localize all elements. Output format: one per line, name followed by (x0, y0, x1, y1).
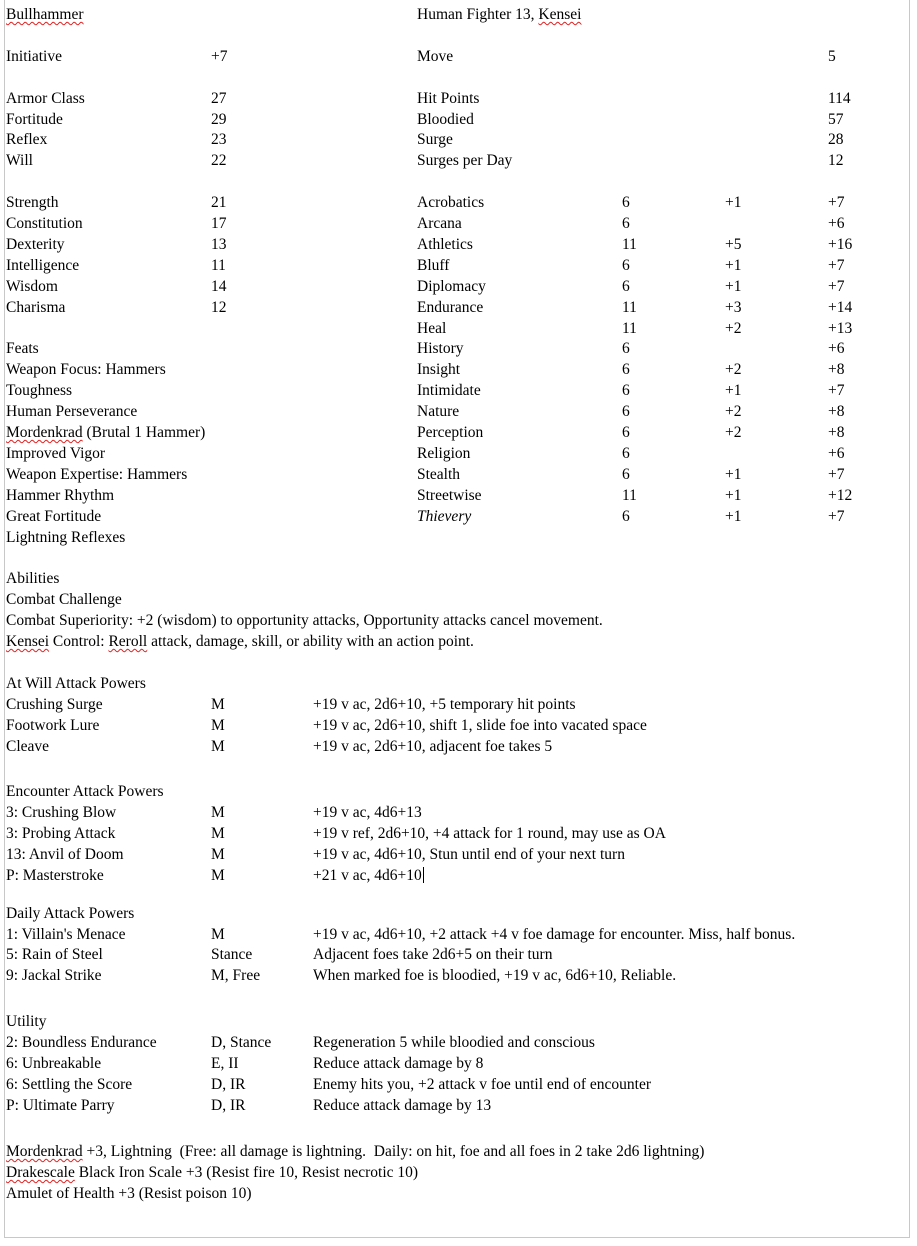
defense-label: Reflex (6, 131, 48, 148)
health-value: 28 (828, 131, 844, 148)
power-name: 1: Villain's Menace (6, 926, 126, 943)
skill-name: Endurance (417, 299, 484, 316)
power-description: +19 v ac, 2d6+10, +5 temporary hit points (313, 696, 576, 713)
power-group-heading: Encounter Attack Powers (6, 783, 164, 800)
power-name: 3: Probing Attack (6, 825, 116, 842)
skill-name: Intimidate (417, 382, 481, 399)
health-value: 114 (828, 90, 851, 107)
initiative-label: Initiative (6, 48, 62, 65)
skill-total: +7 (828, 194, 845, 211)
skill-base: 11 (622, 299, 637, 316)
ability-score-label: Intelligence (6, 257, 80, 274)
defense-label: Armor Class (6, 90, 85, 107)
skill-name: Insight (417, 361, 461, 378)
health-label: Surge (417, 131, 453, 148)
skill-total: +8 (828, 361, 845, 378)
power-description: Adjacent foes take 2d6+5 on their turn (313, 946, 553, 963)
power-group-heading: Utility (6, 1013, 47, 1030)
skill-total: +7 (828, 278, 845, 295)
health-label: Bloodied (417, 111, 474, 128)
power-type: E, II (211, 1055, 239, 1072)
equipment-name: Drakescale (6, 1164, 75, 1181)
power-type: M (211, 825, 225, 842)
skill-total: +7 (828, 466, 845, 483)
feat-item: Improved Vigor (6, 445, 106, 462)
power-name: 6: Unbreakable (6, 1055, 102, 1072)
ability-score-label: Dexterity (6, 236, 65, 253)
power-description: +19 v ac, 4d6+10, Stun until end of your next turn (313, 846, 625, 863)
power-name: 2: Boundless Endurance (6, 1034, 157, 1051)
skill-name: Diplomacy (417, 278, 486, 295)
initiative-value: +7 (211, 48, 228, 65)
power-description: Regeneration 5 while bloodied and conscious (313, 1034, 595, 1051)
skill-total: +6 (828, 215, 845, 232)
skill-name: Thievery (417, 508, 472, 525)
ability-score-value: 11 (211, 257, 226, 274)
skill-mod: +1 (725, 194, 742, 211)
feat-item: Mordenkrad (Brutal 1 Hammer) (6, 424, 206, 441)
power-type: M (211, 867, 225, 884)
skill-total: +13 (828, 320, 853, 337)
skill-total: +6 (828, 445, 845, 462)
skill-mod: +1 (725, 508, 742, 525)
ability-score-label: Wisdom (6, 278, 58, 295)
power-name: Footwork Lure (6, 717, 100, 734)
skill-total: +12 (828, 487, 853, 504)
power-name: Crushing Surge (6, 696, 103, 713)
skill-name: Stealth (417, 466, 461, 483)
skill-base: 6 (622, 257, 630, 274)
skill-mod: +1 (725, 278, 742, 295)
skill-name: Heal (417, 320, 447, 337)
equipment-name: Mordenkrad (6, 1143, 83, 1160)
character-class: Human Fighter 13, Kensei (417, 6, 582, 23)
ability-score-label: Strength (6, 194, 59, 211)
power-group-heading: At Will Attack Powers (6, 675, 146, 692)
skill-total: +8 (828, 403, 845, 420)
equipment-item (6, 1141, 704, 1162)
skill-base: 6 (622, 278, 630, 295)
equipment-details: Black Iron Scale +3 (Resist fire 10, Resist necrotic 10) (74, 1164, 419, 1181)
abilities-heading: Abilities (6, 570, 60, 587)
equipment-item (6, 1162, 418, 1183)
skill-mod: +1 (725, 487, 742, 504)
move-value: 5 (828, 48, 836, 65)
skill-base: 11 (622, 487, 637, 504)
health-value: 57 (828, 111, 844, 128)
feat-item: Weapon Focus: Hammers (6, 361, 166, 378)
ability-score-value: 21 (211, 194, 227, 211)
skill-mod: +2 (725, 320, 742, 337)
skill-mod: +2 (725, 424, 742, 441)
power-type: M (211, 926, 225, 943)
skill-name: Bluff (417, 257, 450, 274)
defense-value: 22 (211, 152, 227, 169)
equipment-details: +3, Lightning (Free: all damage is lightning. Daily: on hit, foe and all foes in 2 take 2d6 lightning) (82, 1143, 705, 1160)
skill-base: 6 (622, 340, 630, 357)
skill-base: 6 (622, 466, 630, 483)
equipment-details: Amulet of Health +3 (Resist poison 10) (6, 1185, 252, 1202)
skill-name: Arcana (417, 215, 462, 232)
power-description: +19 v ac, 4d6+10, +2 attack +4 v foe damage for encounter. Miss, half bonus. (313, 926, 796, 943)
skill-mod: +2 (725, 403, 742, 420)
skill-total: +7 (828, 257, 845, 274)
power-name: P: Ultimate Parry (6, 1097, 115, 1114)
ability-item: Combat Challenge (6, 591, 122, 608)
skill-name: Athletics (417, 236, 473, 253)
skill-total: +6 (828, 340, 845, 357)
power-type: D, IR (211, 1076, 246, 1093)
skill-mod: +2 (725, 361, 742, 378)
skill-mod: +3 (725, 299, 742, 316)
skill-base: 6 (622, 194, 630, 211)
power-name: 5: Rain of Steel (6, 946, 103, 963)
character-name: Bullhammer (6, 6, 84, 23)
skill-base: 6 (622, 403, 630, 420)
skill-name: Streetwise (417, 487, 482, 504)
skill-total: +14 (828, 299, 853, 316)
skill-mod: +1 (725, 466, 742, 483)
skill-name: Perception (417, 424, 484, 441)
feat-item: Toughness (6, 382, 73, 399)
character-sheet[interactable] (4, 0, 910, 1238)
skill-base: 6 (622, 508, 630, 525)
ability-score-value: 17 (211, 215, 227, 232)
power-name: 9: Jackal Strike (6, 967, 102, 984)
power-type: M (211, 804, 225, 821)
skill-base: 6 (622, 361, 630, 378)
health-label: Surges per Day (417, 152, 513, 169)
power-type: D, IR (211, 1097, 246, 1114)
feat-item: Weapon Expertise: Hammers (6, 466, 188, 483)
power-description: Reduce attack damage by 8 (313, 1055, 484, 1072)
skill-name: Religion (417, 445, 471, 462)
ability-score-value: 14 (211, 278, 227, 295)
power-type: D, Stance (211, 1034, 272, 1051)
skill-base: 6 (622, 445, 630, 462)
power-type: Stance (211, 946, 253, 963)
health-value: 12 (828, 152, 844, 169)
text-cursor (423, 867, 424, 883)
skill-base: 11 (622, 236, 637, 253)
power-name: 13: Anvil of Doom (6, 846, 124, 863)
skill-total: +8 (828, 424, 845, 441)
power-type: M (211, 696, 225, 713)
defense-label: Will (6, 152, 33, 169)
feat-item: Great Fortitude (6, 508, 102, 525)
ability-score-value: 13 (211, 236, 227, 253)
power-description: +19 v ac, 2d6+10, adjacent foe takes 5 (313, 738, 553, 755)
ability-item: Combat Superiority: +2 (wisdom) to opportunity attacks, Opportunity attacks cancel movement. (6, 612, 603, 629)
feat-item: Human Perseverance (6, 403, 138, 420)
power-type: M, Free (211, 967, 261, 984)
ability-score-label: Charisma (6, 299, 66, 316)
power-type: M (211, 846, 225, 863)
power-description: +21 v ac, 4d6+10 (313, 867, 422, 884)
power-description: +19 v ac, 2d6+10, shift 1, slide foe into vacated space (313, 717, 647, 734)
power-type: M (211, 738, 225, 755)
skill-mod: +1 (725, 382, 742, 399)
skill-base: 6 (622, 424, 630, 441)
ability-item: Kensei Control: Reroll attack, damage, skill, or ability with an action point. (6, 633, 474, 650)
power-name: 6: Settling the Score (6, 1076, 133, 1093)
equipment-item (6, 1183, 252, 1204)
skill-total: +16 (828, 236, 853, 253)
defense-label: Fortitude (6, 111, 63, 128)
power-description: +19 v ac, 4d6+13 (313, 804, 422, 821)
skill-name: History (417, 340, 464, 357)
skill-name: Nature (417, 403, 460, 420)
feat-item: Lightning Reflexes (6, 529, 126, 546)
feats-heading: Feats (6, 340, 39, 357)
power-name: 3: Crushing Blow (6, 804, 117, 821)
power-type: M (211, 717, 225, 734)
power-description: Reduce attack damage by 13 (313, 1097, 492, 1114)
skill-mod: +1 (725, 257, 742, 274)
power-name: P: Masterstroke (6, 867, 104, 884)
skill-total: +7 (828, 382, 845, 399)
skill-name: Acrobatics (417, 194, 485, 211)
power-group-heading: Daily Attack Powers (6, 905, 135, 922)
power-name: Cleave (6, 738, 50, 755)
skill-base: 6 (622, 382, 630, 399)
move-label: Move (417, 48, 454, 65)
defense-value: 27 (211, 90, 227, 107)
power-description: Enemy hits you, +2 attack v foe until end of encounter (313, 1076, 652, 1093)
skill-base: 6 (622, 215, 630, 232)
skill-total: +7 (828, 508, 845, 525)
defense-value: 23 (211, 131, 227, 148)
feat-item: Hammer Rhythm (6, 487, 115, 504)
power-description: +19 v ref, 2d6+10, +4 attack for 1 round, may use as OA (313, 825, 666, 842)
skill-base: 11 (622, 320, 637, 337)
power-description: When marked foe is bloodied, +19 v ac, 6d6+10, Reliable. (313, 967, 677, 984)
ability-score-label: Constitution (6, 215, 83, 232)
skill-mod: +5 (725, 236, 742, 253)
defense-value: 29 (211, 111, 227, 128)
ability-score-value: 12 (211, 299, 227, 316)
health-label: Hit Points (417, 90, 480, 107)
